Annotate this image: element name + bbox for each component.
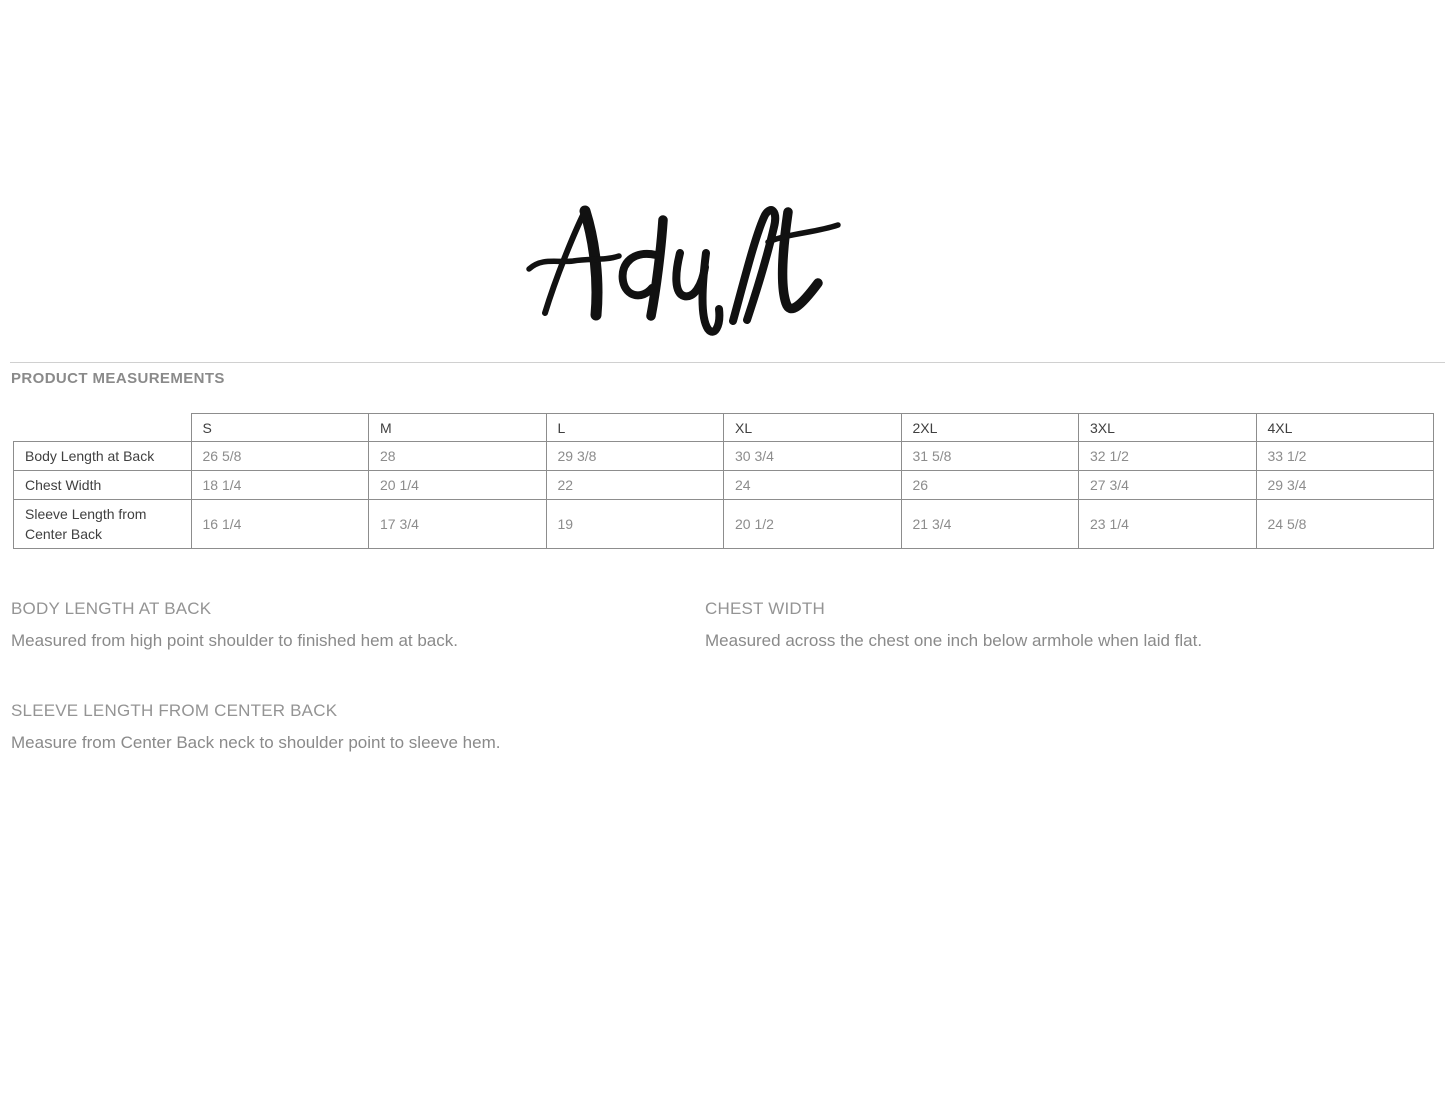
definition-description: Measured across the chest one inch below armhole when laid flat. (705, 631, 1203, 650)
size-header-row (14, 414, 1434, 442)
measurements-table (13, 413, 1434, 549)
cell-value: 30 3/4 (724, 442, 902, 471)
cell-value: 24 5/8 (1256, 500, 1434, 549)
definition-title: SLEEVE LENGTH FROM CENTER BACK (11, 701, 338, 720)
definition-chest-width (705, 599, 1431, 651)
size-header-s: S (191, 414, 369, 442)
size-header-4xl: 4XL (1256, 414, 1434, 442)
cell-value: 29 3/4 (1256, 471, 1434, 500)
section-title: PRODUCT MEASUREMENTS (11, 370, 225, 387)
cell-value: 21 3/4 (901, 500, 1079, 549)
size-header-m: M (369, 414, 547, 442)
definition-title: CHEST WIDTH (705, 599, 825, 618)
size-header-xl: XL (724, 414, 902, 442)
cell-value: 24 (724, 471, 902, 500)
cell-value: 19 (546, 500, 724, 549)
cell-value: 26 5/8 (191, 442, 369, 471)
cell-value: 18 1/4 (191, 471, 369, 500)
table-row-chest-width (14, 471, 1434, 500)
cell-value: 23 1/4 (1079, 500, 1257, 549)
cell-value: 33 1/2 (1256, 442, 1434, 471)
cell-value: 22 (546, 471, 724, 500)
table-row-body-length (14, 442, 1434, 471)
measurement-definitions (11, 599, 1431, 753)
definition-description: Measured from high point shoulder to finished hem at back. (11, 631, 458, 650)
size-header-2xl: 2XL (901, 414, 1079, 442)
cell-value: 27 3/4 (1079, 471, 1257, 500)
cell-value: 20 1/4 (369, 471, 547, 500)
table-row-sleeve-length (14, 500, 1434, 549)
cell-value: 32 1/2 (1079, 442, 1257, 471)
corner-cell (14, 414, 192, 442)
size-header-l: L (546, 414, 724, 442)
row-label: Body Length at Back (14, 442, 192, 471)
cell-value: 31 5/8 (901, 442, 1079, 471)
cell-value: 16 1/4 (191, 500, 369, 549)
row-label: Sleeve Length from Center Back (14, 500, 192, 549)
cell-value: 20 1/2 (724, 500, 902, 549)
definition-sleeve-length (11, 701, 705, 753)
cell-value: 17 3/4 (369, 500, 547, 549)
cell-value: 26 (901, 471, 1079, 500)
cell-value: 29 3/8 (546, 442, 724, 471)
definition-body-length (11, 599, 705, 651)
definition-description: Measure from Center Back neck to shoulder point to sleeve hem. (11, 733, 501, 752)
section-divider (10, 362, 1445, 363)
adult-script-logo (528, 205, 840, 339)
cell-value: 28 (369, 442, 547, 471)
adult-lettering-icon (528, 205, 840, 339)
size-header-3xl: 3XL (1079, 414, 1257, 442)
definition-title: BODY LENGTH AT BACK (11, 599, 212, 618)
row-label: Chest Width (14, 471, 192, 500)
